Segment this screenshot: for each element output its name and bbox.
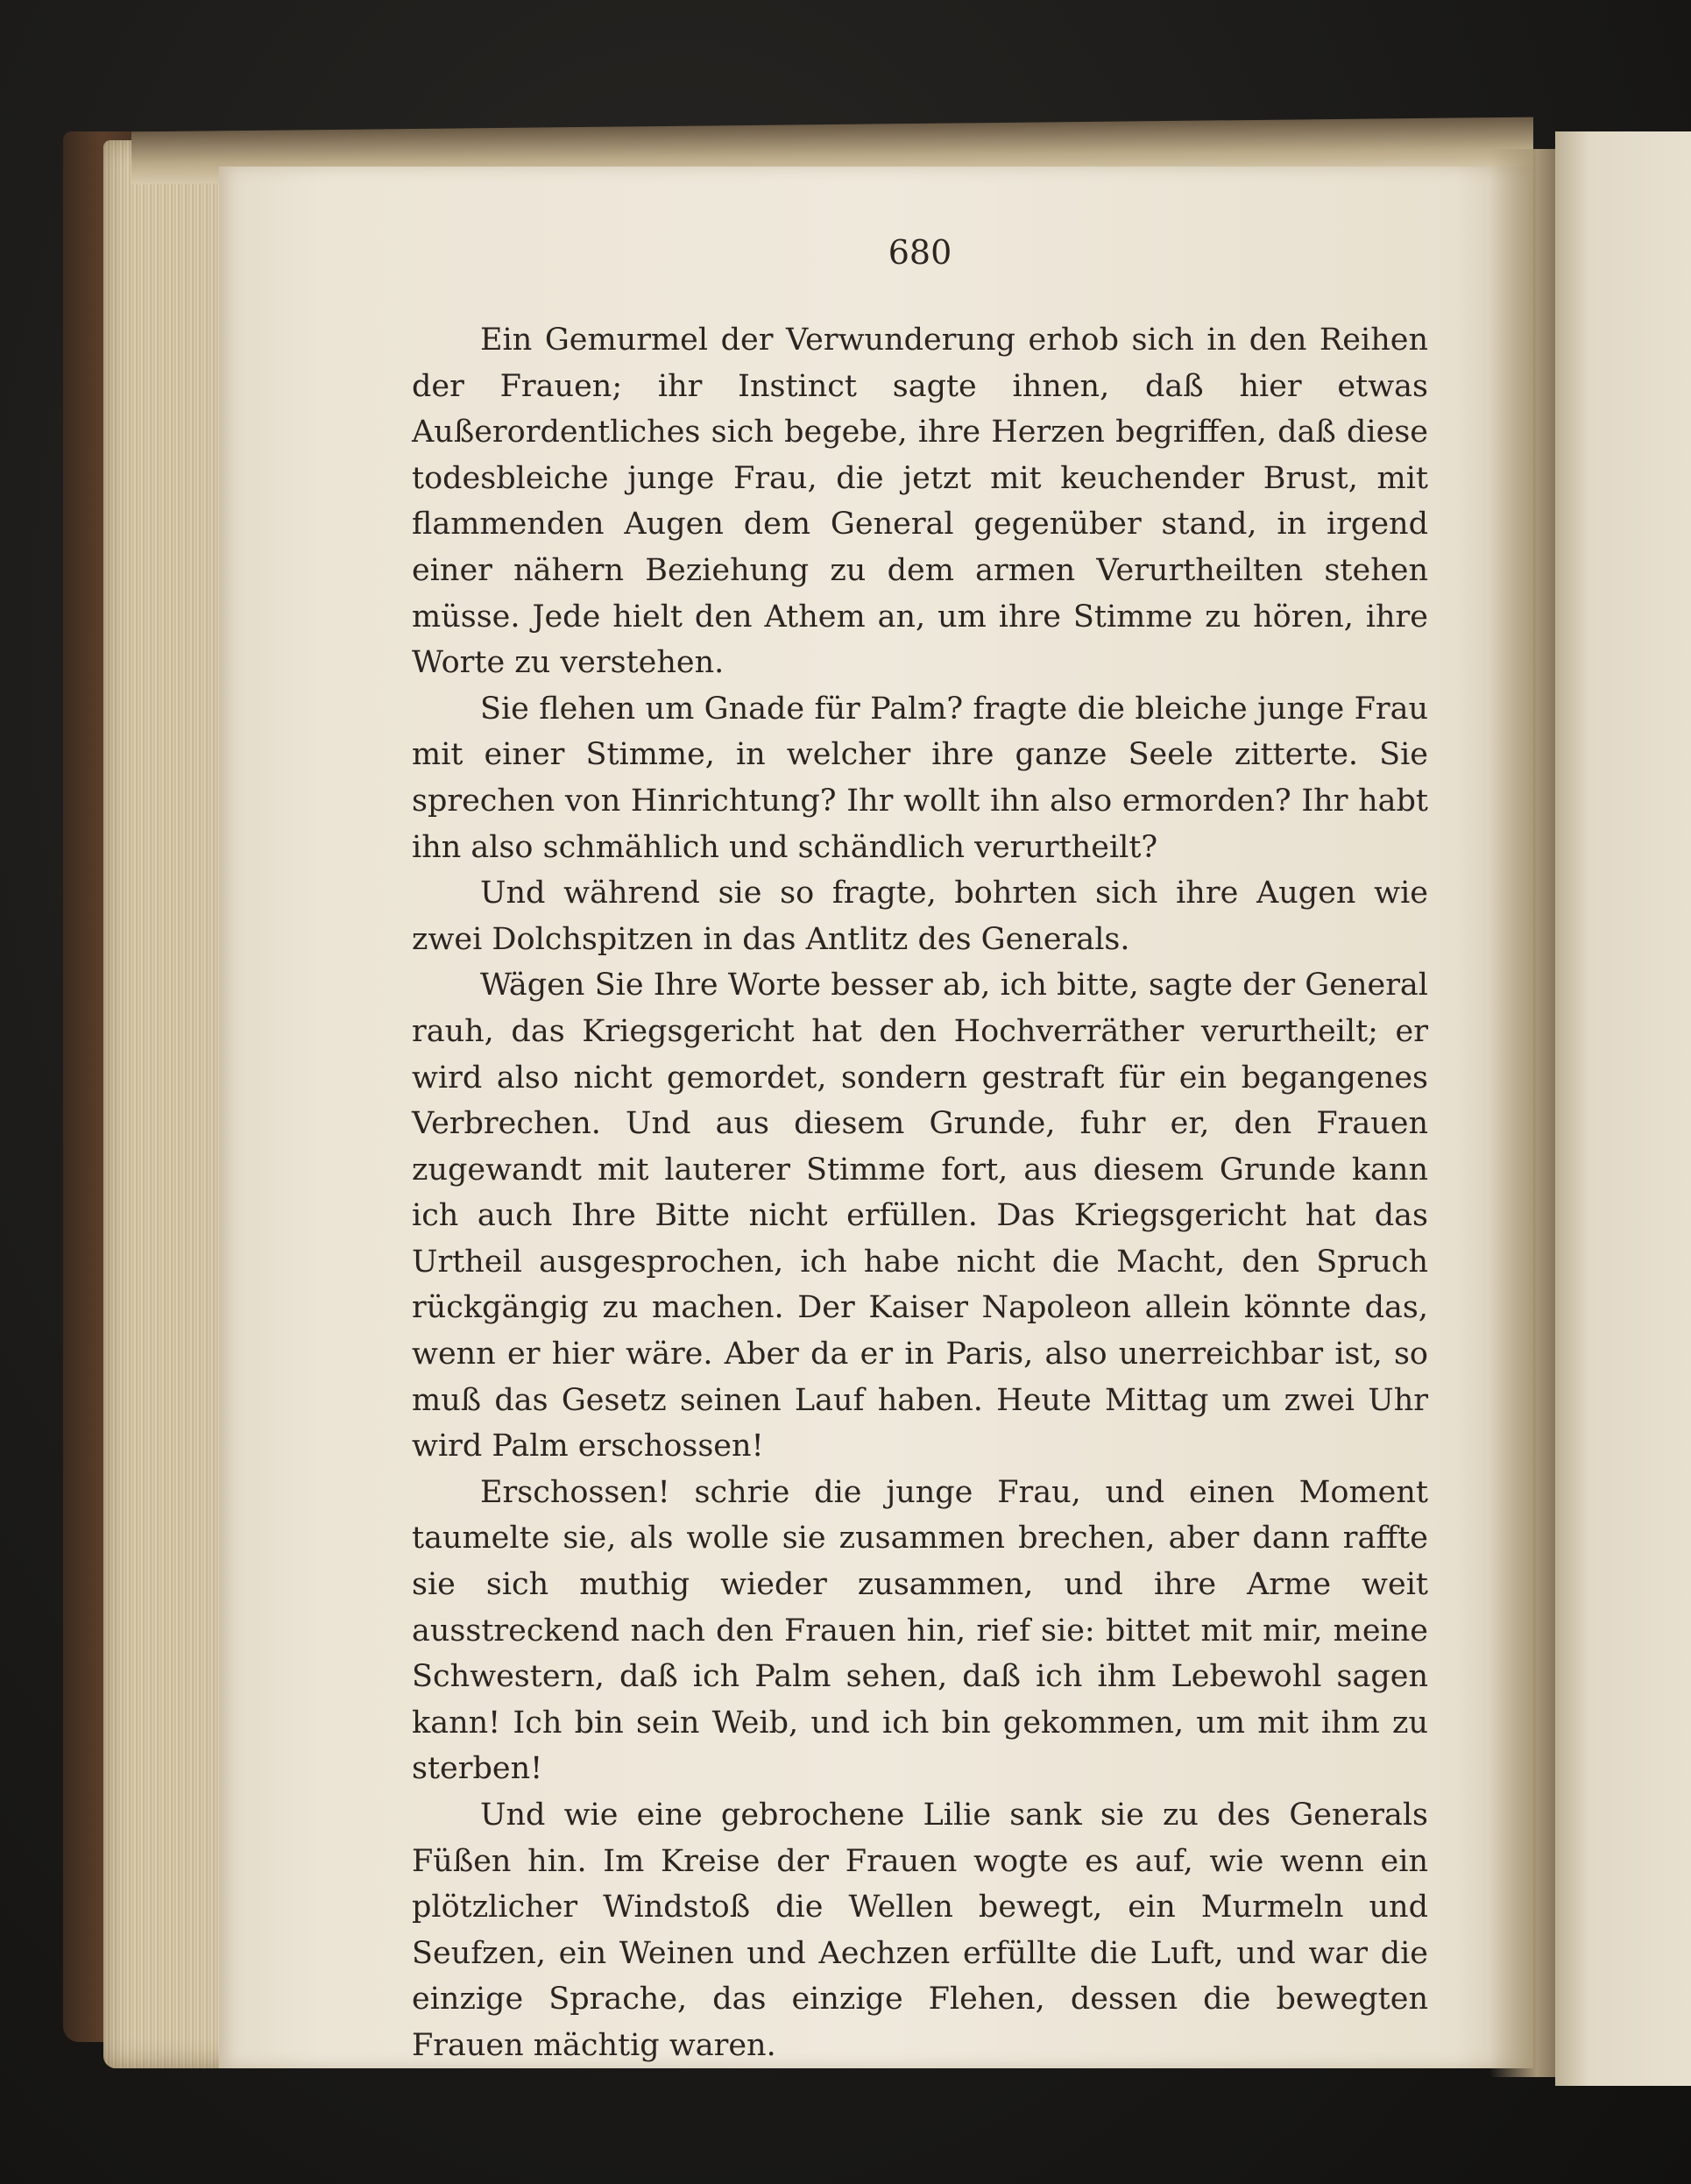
paragraph: Wägen Sie Ihre Worte besser ab, ich bitte, sagte der General rauh, das Kriegsgericht hat den Hochverräther verurtheilt; er wird also nicht gemordet, sondern gestraft für ein begangenes Verbrechen. Und aus diesem Grunde, fuhr er, den Frauen zugewandt mit lauterer Stimme fort, aus diesem Grunde kann ich auch Ihre Bitte nicht erfüllen. Das Kriegsgericht hat das Urtheil ausgesprochen, ich habe nicht die Macht, den Spruch rückgängig zu machen. Der Kaiser Napoleon allein könnte das, wenn er hier wäre. Aber da er in Paris, also unerreichbar ist, so muß das Gesetz seinen Lauf haben. Heute Mittag um zwei Uhr wird Palm erschossen! — [412, 968, 1428, 1464]
page-number: 680 — [888, 233, 952, 272]
body-text — [412, 317, 1428, 2069]
paragraph: Erschossen! schrie die junge Frau, und einen Moment taumelte sie, als wolle sie zusammen brechen, aber dann raffte sie sich muthig wieder zusammen, und ihre Arme weit ausstreckend nach den Frauen hin, rief sie: bittet mit mir, meine Schwestern, daß ich Palm sehen, daß ich ihm Lebewohl sagen kann! Ich bin sein Weib, und ich bin gekommen, um mit ihm zu sterben! — [412, 1474, 1428, 1787]
paragraph: Sie flehen um Gnade für Palm? fragte die bleiche junge Frau mit einer Stimme, in welcher ihre ganze Seele zitterte. Sie sprechen von Hinrichtung? Ihr wollt ihn also ermorden? Ihr habt ihn also schmählich und schändlich verurtheilt? — [412, 691, 1428, 865]
right-page — [1555, 131, 1691, 2086]
paragraph: Ein Gemurmel der Verwunderung erhob sich in den Reihen der Frauen; ihr Instinct sagte ihnen, daß hier etwas Außerordentliches sich begebe, ihre Herzen begriffen, daß diese todesbleiche junge Frau, die jetzt mit keuchender Brust, mit flammenden Augen dem General gegenüber stand, in irgend einer nähern Beziehung zu dem armen Verurtheilten stehen müsse. Jede hielt den Athem an, um ihre Stimme zu hören, ihre Worte zu verstehen. — [412, 323, 1428, 681]
paragraph: Und während sie so fragte, bohrten sich ihre Augen wie zwei Dolchspitzen in das Antlitz des Generals. — [412, 876, 1428, 957]
paragraph: Und wie eine gebrochene Lilie sank sie zu des Generals Füßen hin. Im Kreise der Frauen wogte es auf, wie wenn ein plötzlicher Windstoß die Wellen bewegt, ein Murmeln und Seufzen, ein Weinen und Aechzen erfüllte die Luft, und war die einzige Sprache, das einzige Flehen, dessen die bewegten Frauen mächtig waren. — [412, 1798, 1428, 2063]
